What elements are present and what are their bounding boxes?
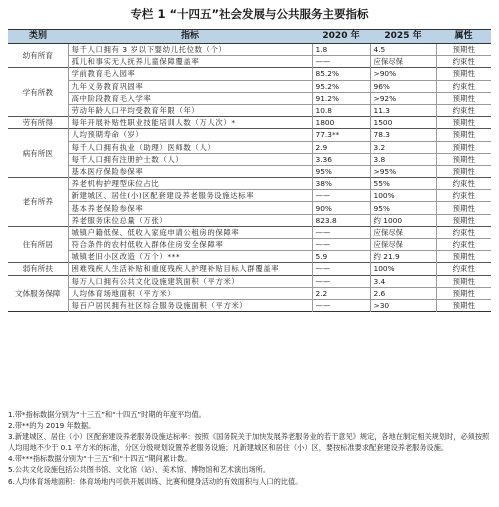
value-2020-cell: 77.3** <box>312 129 370 141</box>
value-2020-cell: —— <box>312 239 370 251</box>
attribute-cell: 约束性 <box>452 240 475 250</box>
value-2025-cell: >92% <box>370 92 436 104</box>
value-2025-cell: 100% <box>370 263 436 275</box>
value-2025-cell: 2.6 <box>370 287 436 299</box>
indicator-cell: 人均体育场地面积（平方米） <box>68 287 312 299</box>
attribute-cell: 预期性 <box>452 252 475 262</box>
table-row <box>8 299 491 311</box>
indicator-cell: 新建城区、居住(小)区配套建设养老服务设施达标率 <box>68 190 312 202</box>
value-2025-cell: 约 21.9 <box>370 251 436 263</box>
category-cell: 弱有所扶 <box>8 263 68 275</box>
table-row <box>8 226 491 238</box>
footnote: 1.带*指标数据分别为“十三五”和“十四五”时期的年度平均值。 <box>8 410 206 419</box>
value-2025-cell: 应保尽保 <box>370 226 436 238</box>
attribute-cell: 约束性 <box>452 264 475 274</box>
category-cell: 住有所居 <box>8 226 68 263</box>
value-2020-cell: —— <box>312 190 370 202</box>
table-row <box>8 44 491 56</box>
attribute-cell: 约束性 <box>452 227 475 237</box>
attribute-cell: 约束性 <box>452 81 475 91</box>
indicator-cell: 劳动年龄人口平均受教育年限（年） <box>68 104 312 116</box>
value-2020-cell: —— <box>312 56 370 68</box>
table-row <box>8 129 491 141</box>
header-attribute: 属性 <box>436 30 491 44</box>
value-2020-cell: 5.9 <box>312 251 370 263</box>
indicator-cell: 符合条件的农村低收入群体住房安全保障率 <box>68 239 312 251</box>
table-row <box>8 165 491 177</box>
table-row <box>8 202 491 214</box>
table-row <box>8 263 491 275</box>
attribute-cell: 预期性 <box>452 93 475 103</box>
indicator-cell: 基本养老保险参保率 <box>68 202 312 214</box>
value-2025-cell: 应保尽保 <box>370 239 436 251</box>
category-cell: 文体服务保障 <box>8 275 68 312</box>
value-2020-cell: 85.2% <box>312 68 370 80</box>
category-cell: 劳有所得 <box>8 117 68 129</box>
indicators-table <box>8 29 491 312</box>
header-category: 类别 <box>8 30 68 44</box>
attribute-cell: 约束性 <box>452 179 475 189</box>
value-2025-cell: 3.8 <box>370 153 436 165</box>
value-2020-cell: 90% <box>312 202 370 214</box>
attribute-cell: 预期性 <box>452 118 475 128</box>
attribute-cell: 预期性 <box>452 69 475 79</box>
value-2020-cell: 3.36 <box>312 153 370 165</box>
value-2020-cell: 10.8 <box>312 104 370 116</box>
value-2020-cell: 91.2% <box>312 92 370 104</box>
attribute-cell: 预期性 <box>452 301 475 311</box>
value-2025-cell: 78.3 <box>370 129 436 141</box>
indicator-cell: 人均预期寿命（岁） <box>68 129 312 141</box>
table-row <box>8 117 491 129</box>
indicator-cell: 每百户居民拥有社区综合服务设施面积（平方米） <box>68 299 312 311</box>
attribute-cell: 预期性 <box>452 166 475 176</box>
attribute-cell: 预期性 <box>452 142 475 152</box>
attribute-cell: 约束性 <box>452 106 475 116</box>
table-row <box>8 68 491 80</box>
value-2025-cell: 95% <box>370 202 436 214</box>
indicator-cell: 基本医疗保险参保率 <box>68 165 312 177</box>
indicator-cell: 城镇老旧小区改造（万个）*** <box>68 251 312 263</box>
indicator-cell: 每千人口拥有注册护士数（人） <box>68 153 312 165</box>
indicator-cell: 城镇户籍低保、低收入家庭申请公租房的保障率 <box>68 226 312 238</box>
value-2020-cell: 2.2 <box>312 287 370 299</box>
attribute-cell: 约束性 <box>452 57 475 67</box>
value-2025-cell: 3.2 <box>370 141 436 153</box>
indicator-cell: 养老服务床位总量（万张） <box>68 214 312 226</box>
table-row <box>8 92 491 104</box>
category-cell: 学有所教 <box>8 68 68 117</box>
attribute-cell: 预期性 <box>452 203 475 213</box>
value-2025-cell: 55% <box>370 178 436 190</box>
footnote: 5.公共文化设施包括公共图书馆、文化馆（站）、美术馆、博物馆和艺术演出场所。 <box>8 465 271 475</box>
table-row <box>8 104 491 116</box>
category-cell: 老有所养 <box>8 178 68 227</box>
indicator-cell: 高中阶段教育毛入学率 <box>68 92 312 104</box>
value-2020-cell: 95.2% <box>312 80 370 92</box>
table-row <box>8 153 491 165</box>
value-2020-cell: —— <box>312 275 370 287</box>
category-cell: 幼有所育 <box>8 44 68 68</box>
footnote: 2.带**的为 2019 年数据。 <box>8 421 96 431</box>
value-2020-cell: 823.8 <box>312 214 370 226</box>
table-row <box>8 239 491 251</box>
attribute-cell: 预期性 <box>452 130 475 140</box>
value-2020-cell: 95% <box>312 165 370 177</box>
attribute-cell: 预期性 <box>452 45 475 55</box>
attribute-cell: 约束性 <box>452 191 475 201</box>
footnotes <box>8 409 491 487</box>
attribute-cell: 预期性 <box>452 154 475 164</box>
footnote: 3.新建城区、居住（小）区配套建设养老服务设施达标率：按照《国务院关于加快发展养老服务业的若干意见》规定，各地在制定相关规划时，必须按照人均用地不少于 0.1 平方米的标准，分区分级规划设置养老服务设施；凡新建城区和居住（小）区，要按标准要求配套建设养老服务设施。 <box>8 432 490 453</box>
value-2025-cell: 3.4 <box>370 275 436 287</box>
table-header-row <box>8 30 491 44</box>
table-row <box>8 80 491 92</box>
table-row <box>8 56 491 68</box>
value-2020-cell: 1800 <box>312 117 370 129</box>
value-2025-cell: >95% <box>370 165 436 177</box>
value-2025-cell: 11.3 <box>370 104 436 116</box>
indicator-cell: 学前教育毛入园率 <box>68 68 312 80</box>
table-row <box>8 275 491 287</box>
attribute-cell: 预期性 <box>452 288 475 298</box>
indicator-cell: 养老机构护理型床位占比 <box>68 178 312 190</box>
footnote: 6.人均体育场地面积：体育场地内可供开展训练、比赛和健身活动的有效面积与人口的比值。 <box>8 476 303 486</box>
table-body <box>8 44 491 312</box>
value-2020-cell: —— <box>312 226 370 238</box>
value-2020-cell: 2.9 <box>312 141 370 153</box>
value-2025-cell: 4.5 <box>370 44 436 56</box>
table-row <box>8 287 491 299</box>
value-2020-cell: 1.8 <box>312 44 370 56</box>
indicator-cell: 每千人口拥有 3 岁以下婴幼儿托位数（个） <box>68 44 312 56</box>
header-indicator: 指标 <box>68 30 312 44</box>
table-row <box>8 251 491 263</box>
value-2025-cell: 约 1000 <box>370 214 436 226</box>
footnote: 4.带***指标数据分别为“十三五”和“十四五”期间累计数。 <box>8 454 192 464</box>
value-2020-cell: —— <box>312 263 370 275</box>
indicator-cell: 孤儿和事实无人抚养儿童保障覆盖率 <box>68 56 312 68</box>
document-title: 专栏 1 “十四五”社会发展与公共服务主要指标 <box>130 7 369 21</box>
value-2020-cell: 38% <box>312 178 370 190</box>
header-2025: 2025 年 <box>370 30 436 44</box>
category-cell: 病有所医 <box>8 129 68 178</box>
value-2025-cell: 1500 <box>370 117 436 129</box>
value-2025-cell: >90% <box>370 68 436 80</box>
header-2020: 2020 年 <box>312 30 370 44</box>
table-row <box>8 190 491 202</box>
value-2025-cell: >30 <box>370 299 436 311</box>
indicator-cell: 每万人口拥有公共文化设施建筑面积（平方米） <box>68 275 312 287</box>
attribute-cell: 预期性 <box>452 276 475 286</box>
indicator-cell: 每年开展补贴性职业技能培训人数（万人次）* <box>68 117 312 129</box>
indicator-cell: 困难残疾人生活补贴和重度残疾人护理补贴目标人群覆盖率 <box>68 263 312 275</box>
indicator-cell: 每千人口拥有执业（助理）医师数（人） <box>68 141 312 153</box>
value-2020-cell: —— <box>312 299 370 311</box>
table-row <box>8 178 491 190</box>
table-row <box>8 141 491 153</box>
value-2025-cell: 96% <box>370 80 436 92</box>
indicator-cell: 九年义务教育巩固率 <box>68 80 312 92</box>
value-2025-cell: 100% <box>370 190 436 202</box>
table-row <box>8 214 491 226</box>
value-2025-cell: 应保尽保 <box>370 56 436 68</box>
attribute-cell: 预期性 <box>452 215 475 225</box>
